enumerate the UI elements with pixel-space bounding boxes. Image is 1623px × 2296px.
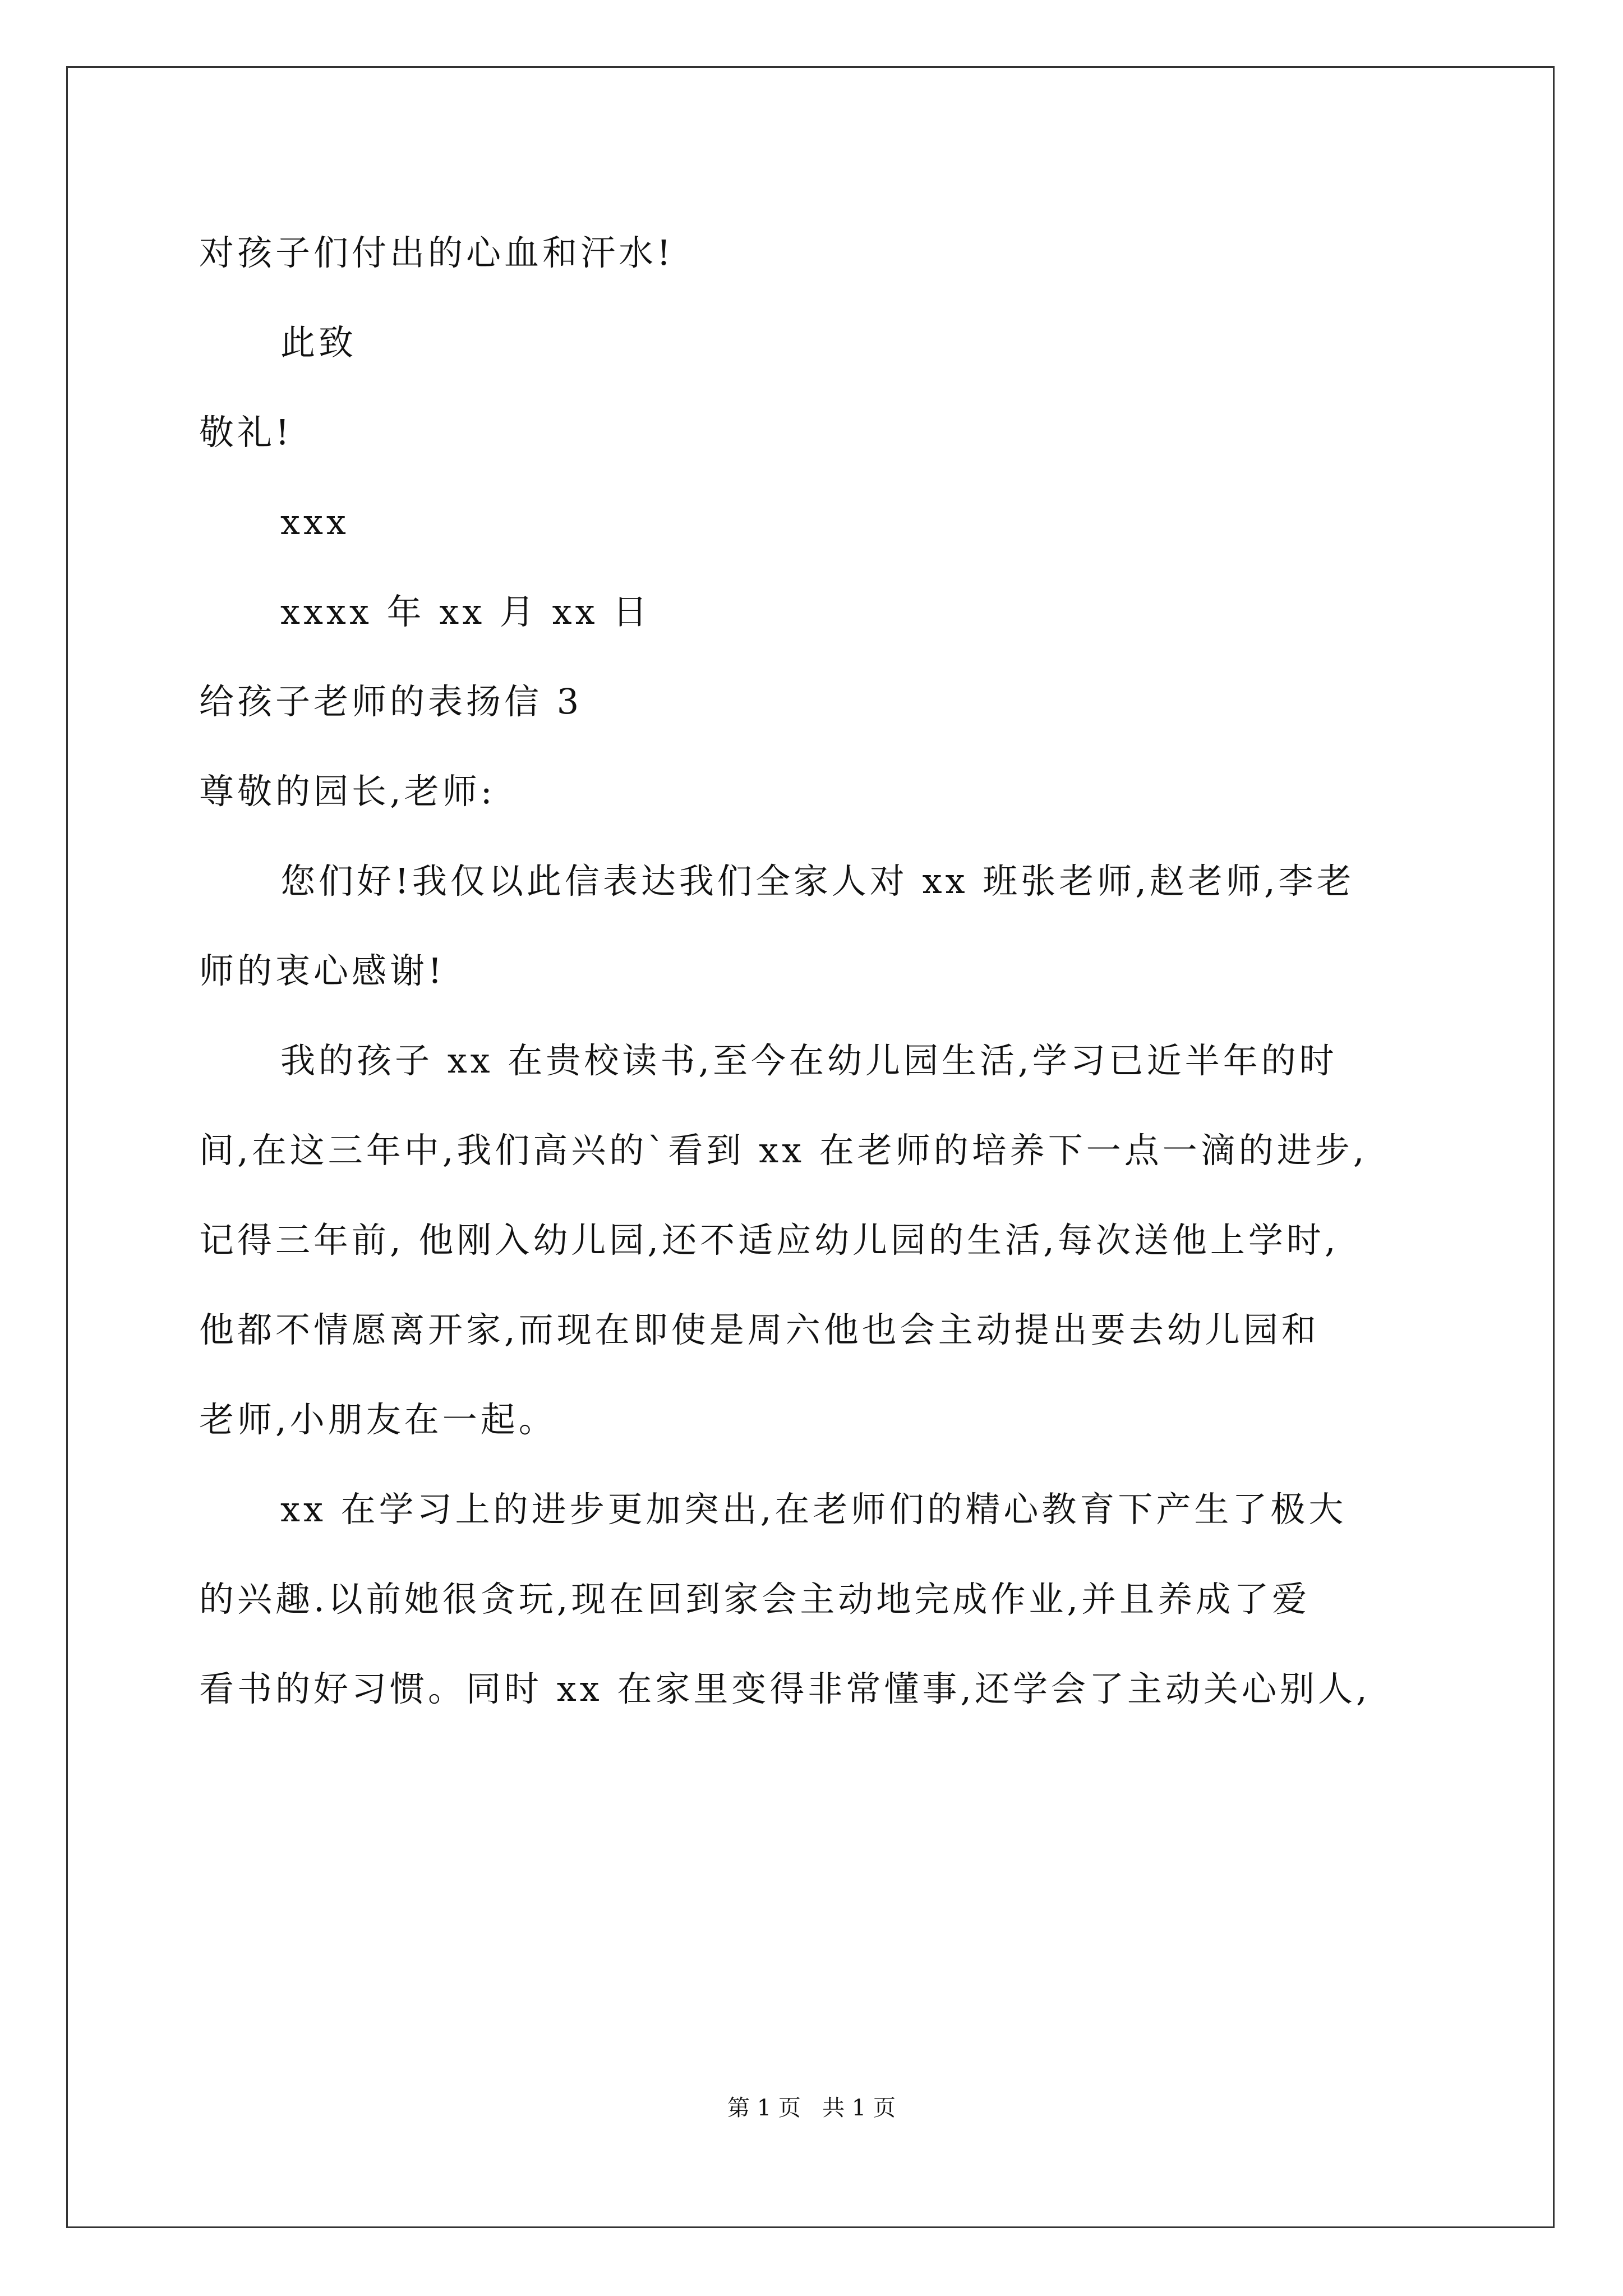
letter-title: 给孩子老师的表扬信 3 <box>199 681 583 722</box>
text-line: 间,在这三年中,我们高兴的`看到 xx 在老师的培养下一点一滴的进步, <box>199 1130 1368 1171</box>
text-line: 对孩子们付出的心血和汗水! <box>199 232 674 273</box>
date-line: xxxx 年 xx 月 xx 日 <box>280 591 651 632</box>
text-line: 您们好!我仅以此信表达我们全家人对 xx 班张老师,赵老师,李老 <box>280 861 1355 901</box>
text-line: 我的孩子 xx 在贵校读书,至今在幼儿园生活,学习已近半年的时 <box>280 1040 1338 1081</box>
text-line: xx 在学习上的进步更加突出,在老师们的精心教育下产生了极大 <box>280 1489 1347 1530</box>
page-footer: 第 1 页 共 1 页 <box>727 2095 896 2121</box>
greeting: 尊敬的园长,老师: <box>199 771 496 812</box>
signature: xxx <box>280 501 349 542</box>
closing-respect: 敬礼! <box>199 412 293 453</box>
text-line: 他都不情愿离开家,而现在即使是周六他也会主动提出要去幼儿园和 <box>199 1309 1320 1350</box>
text-line: 老师,小朋友在一起。 <box>199 1399 557 1440</box>
closing-salutation: 此致 <box>280 322 357 363</box>
text-line: 看书的好习惯。同时 xx 在家里变得非常懂事,还学会了主动关心别人, <box>199 1668 1371 1709</box>
text-line: 的兴趣.以前她很贪玩,现在回到家会主动地完成作业,并且养成了爱 <box>199 1579 1311 1619</box>
text-line: 记得三年前, 他刚入幼儿园,还不适应幼儿园的生活,每次送他上学时, <box>199 1220 1339 1260</box>
text-line: 师的衷心感谢! <box>199 950 445 991</box>
